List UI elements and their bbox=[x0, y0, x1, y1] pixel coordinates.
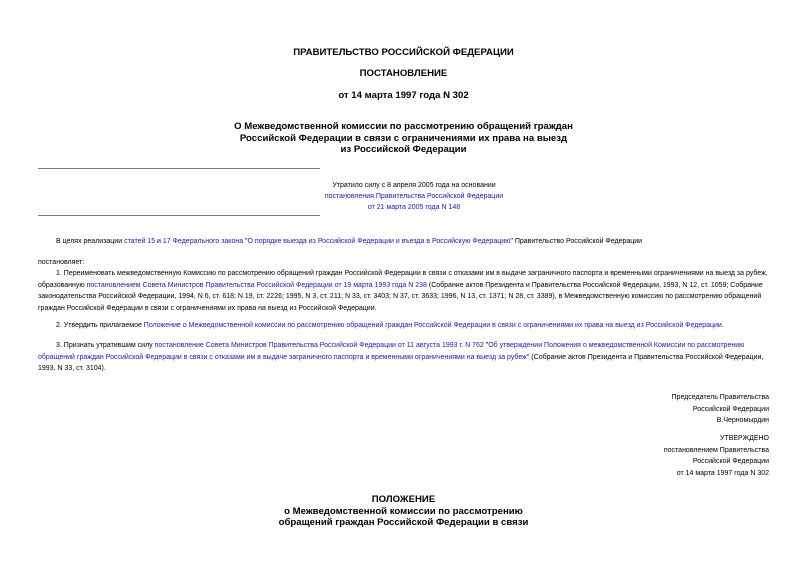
preamble-paragraph bbox=[38, 236, 772, 248]
preamble-text: " bbox=[243, 238, 248, 245]
link-decree-762[interactable]: постановление Совета Министров Правительства Российской Федерации от 11 августа 1993 г. N 762 bbox=[154, 342, 484, 349]
item-2-paragraph bbox=[38, 320, 772, 332]
item-1-text: (Собрание актов Президента и Правительства Российской Федерации, 1993, N 12, ст. 1059; Собрание законодательства Российской Федерации, 1994, N 6, ст. 618; N 19, ст. 2226; 1995, N 3, ст. 211; N 33, ст. 3403; N 37, ст. 3633; 1996, N 13, ст. 1371; N 28, ст. 3389), в Межведомственную комиссию по рассмотрению обращений граждан Российской Федерации в связи с ограничениями их права на выезд из Российской Федерации. bbox=[38, 281, 763, 312]
document-date-number: от 14 марта 1997 года N 302 bbox=[338, 90, 469, 101]
item-3-text: " (Собрание актов Президента и Правительства Российской Федерации, 1993, N 33, ст. 3104). bbox=[38, 353, 764, 372]
signature-organization: Российской Федерации bbox=[692, 405, 769, 413]
document-title bbox=[0, 121, 807, 156]
preamble-text: В целях реализации bbox=[56, 238, 125, 245]
preamble-text: " Правительство Российской Федерации bbox=[510, 238, 643, 245]
item-2-text: 2. Утвердить прилагаемое bbox=[56, 322, 144, 329]
regulation-title-line-2: о Межведомственной комиссии по рассмотрению bbox=[284, 505, 523, 517]
link-decree-238[interactable]: постановлением Совета Министров Правительства Российской Федерации от 19 марта 1993 года N 238 bbox=[86, 281, 427, 289]
link-article-15[interactable]: статей 15 bbox=[124, 238, 156, 245]
link-exit-entry-law[interactable]: О порядке выезда из Российской Федерации и въезда в Российскую Федерацию bbox=[247, 238, 511, 245]
item-1-paragraph bbox=[38, 268, 772, 314]
approved-organization: Российской Федерации bbox=[692, 458, 769, 465]
link-article-17-law[interactable]: 17 Федерального закона bbox=[162, 238, 244, 245]
item-1-text: 1. Переименовать межведомственную Комиссию по рассмотрению обращений граждан Российской Федерации в связи с отказами им в выдаче заграничного паспорта и временными ограничениями на выезд за рубеж, образованную bbox=[38, 270, 768, 289]
repeal-link-line-1[interactable]: постановления Правительства Российской Федерации bbox=[324, 193, 504, 200]
regulation-title-line-3: обращений граждан Российской Федерации в связи bbox=[278, 517, 529, 528]
approved-block bbox=[664, 433, 769, 479]
repeal-note-text: Утратило силу с 8 апреля 2005 года на основании bbox=[332, 182, 496, 189]
title-line-3: из Российской Федерации bbox=[340, 144, 467, 155]
regulation-title-line-1: ПОЛОЖЕНИЕ bbox=[371, 494, 436, 505]
item-2-text: . bbox=[721, 322, 724, 329]
regulation-title bbox=[0, 494, 807, 529]
item-3-paragraph bbox=[38, 340, 772, 375]
title-line-1: О Межведомственной комиссии по рассмотрению обращений граждан bbox=[234, 121, 573, 132]
document-type: ПОСТАНОВЛЕНИЕ bbox=[359, 68, 448, 79]
approved-date: от 14 марта 1997 года N 302 bbox=[676, 469, 769, 477]
decides-text: постановляет: bbox=[38, 259, 85, 266]
signature-position: Председатель Правительства bbox=[671, 394, 769, 401]
title-line-2: Российской Федерации в связи с ограничениями их права на выезд bbox=[239, 132, 568, 144]
approved-label: УТВЕРЖДЕНО bbox=[719, 435, 769, 442]
link-regulation[interactable]: Положение о Межведомственной комиссии по рассмотрению обращений граждан Российской Федерации в связи с ограничениями их права на выезд из Российской Федерации bbox=[143, 322, 722, 329]
item-3-text: " bbox=[483, 342, 489, 349]
signature-name: В.Черномырдин bbox=[716, 417, 769, 424]
divider-bottom bbox=[38, 215, 320, 216]
link-regulation-approval[interactable]: Об утверждении Положения о межведомственной Комиссии по рассмотрению обращений граждан Российской Федерации в связи с отказами им в выдаче заграничного паспорта и временными ограничениями на выезд за рубеж bbox=[38, 342, 745, 361]
item-3-text: 3. Признать утратившим силу bbox=[56, 342, 155, 349]
signature-block bbox=[672, 392, 769, 427]
approved-by: постановлением Правительства bbox=[663, 446, 769, 454]
divider-top bbox=[38, 168, 320, 169]
preamble-text: и bbox=[155, 238, 163, 245]
government-name: ПРАВИТЕЛЬСТВО РОССИЙСКОЙ ФЕДЕРАЦИИ bbox=[293, 47, 514, 58]
repeal-link-line-2[interactable]: от 21 марта 2005 года N 148 bbox=[367, 204, 461, 211]
repeal-note bbox=[38, 180, 790, 213]
